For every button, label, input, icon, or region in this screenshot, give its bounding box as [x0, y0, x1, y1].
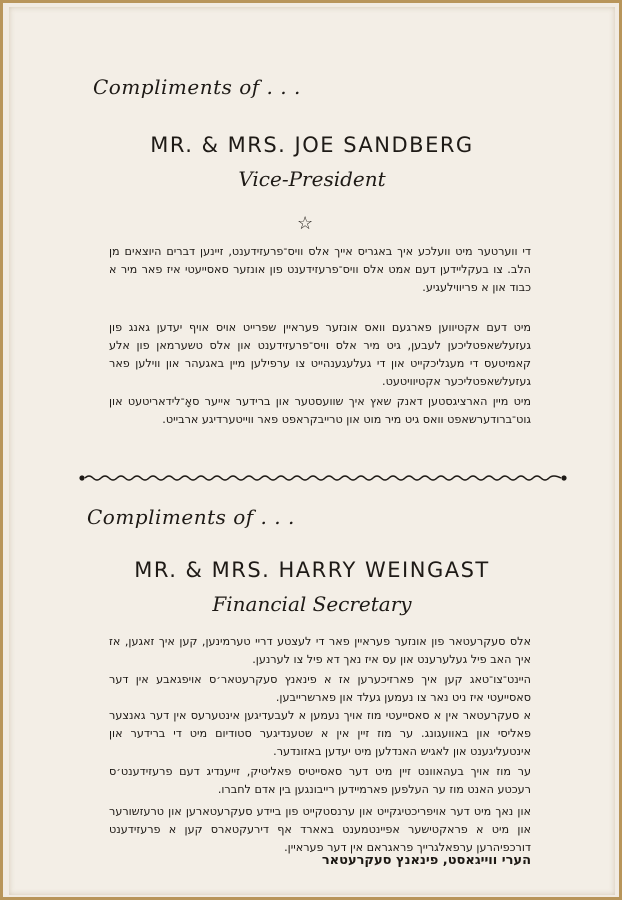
- section1-paragraph-3: מיט מיין הארציגסטען דאנק שאץ איך שוועסטער און ברידער אייער סאָ־לידאריטעט און גוט־ברודערשאפט וואס גיט מיר מוט און טרייבקראפט פאר ווייטערדיגע ארבייט.: [109, 395, 531, 426]
- section2-paragraph-4: ער מוז אויך בעהאוונט זיין מיט דער סאסייטיס פאליטיק, זייענדיג דעם פרעזידענט׳ס רעכטע האנט מוז ער העלפען פארמיידען רייבונגען בין אדם לחברו.: [109, 765, 531, 796]
- signature-line: הערי ווייגאסט, פינאנץ סעקרעטאר: [321, 853, 531, 868]
- section2-paragraph-3: א סעקרעטאר אין א סאסייעטי מוז אויך נעמען א לעבעדיגען אינטערעס אין דער גאנצער פאליסי און באוועגונג. ער מוז זיין אין א שטענדיגער סטודיום מיט די ברידער און אינטעליגענט און לאגיש האנדלען מיט יעדען באזונדער.: [109, 709, 531, 758]
- section1-paragraph-2: מיט דעם אקטיווען פארגעם וואס אונזער פעראיין שפרייט אויס אויף יעדען גאנג פון געזעלשאפטליכען לעבען, גיט מיר אלס וויס־פרעזידענט און אלס טשערמאן פון אלע קאמיטעס די מעגליכקייט און די געלעגענהייט צו ערפילען מיין באגעהר און ווילען פאר געזעלשאפטליכער אקטיוויטעט.: [109, 321, 531, 388]
- section2-paragraph-2: היינט־צו־טאג קען איך פארזיכערען אז א פינאנץ סעקרעטאר׳ס אויפגאבע אין דער סאסייעטי איז ניט נאר צו נעמען געלד און פארשרייבען.: [109, 673, 531, 704]
- star-ornament: ☆: [297, 213, 314, 234]
- sponsor-name-2: MR. & MRS. HARRY WEINGAST: [134, 558, 490, 582]
- section2-paragraph-5: און נאך מיט דער אויפריכטיגקייט און ערנסטקייט פון ביידע סעקרעטארען און טרעזשורער און מיט א פראקטישער אפיינטמענט באארד אף דירעקטארס קען א פרעזידענט דורכפיהרען ערפאלגרייך פראגראם אין דער פעראיין.: [109, 805, 531, 854]
- sponsor-title-1: Vice-President: [238, 167, 386, 191]
- section1-paragraph-1: די ווערטער מיט וועלכע איך באגריס אייך אלס וויס־פרעזידענט, זיינען דברים היוצאים מן הלב. צו בעקליידען דעם אמט אלס וויס־פרעזידענט פון אונזער סאסייעטי איז פאר מיר א כבוד און א פריווילעגיע.: [109, 245, 531, 294]
- sponsor-name-1: MR. & MRS. JOE SANDBERG: [150, 133, 474, 157]
- sponsor-title-2: Financial Secretary: [212, 592, 412, 616]
- document-page: [9, 7, 615, 895]
- compliments-heading-1: Compliments of . . .: [93, 75, 301, 99]
- compliments-heading-2: Compliments of . . .: [87, 505, 295, 529]
- section2-paragraph-1: אלס סעקרעטאר פון אונזער פעראיין פאר די לעצטע דריי טערמינען, קען איך זאגען, אז איך האב פיל געלערענט און עס איז נאך דא פיל צו לערנען.: [109, 635, 531, 666]
- ornamental-divider: [79, 473, 567, 483]
